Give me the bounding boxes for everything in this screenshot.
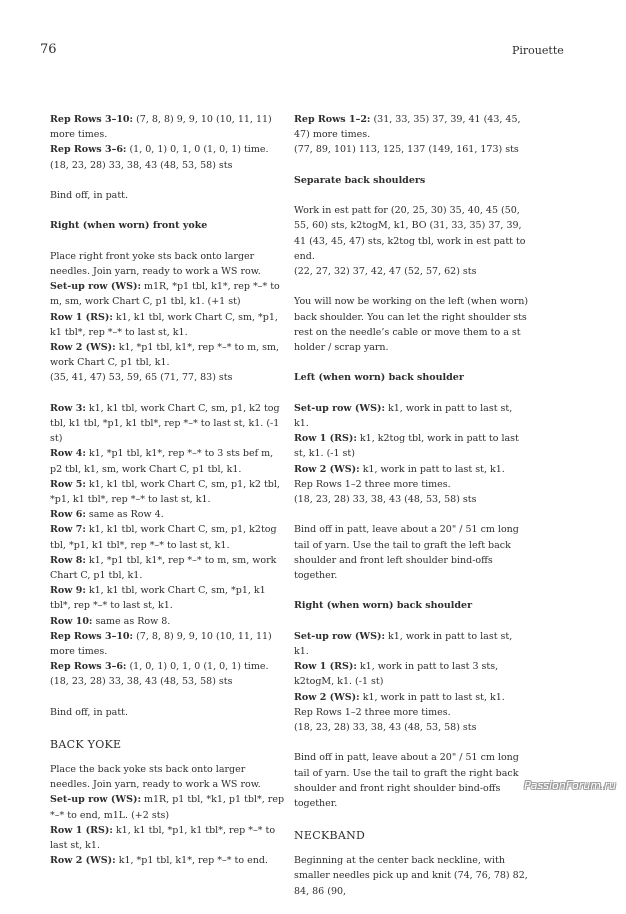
row-label: Row 6: (50, 509, 86, 521)
instruction-line (50, 792, 286, 822)
row-text: (1, 0, 1) 0, 1, 0 (1, 0, 1) time. (126, 144, 269, 156)
row-label: Row 5: (50, 478, 86, 490)
paragraph: Bind off, in patt. (50, 190, 128, 201)
row-text: (7, 8, 8) 9, 9, 10 (10, 11, 11) more times. (50, 630, 272, 658)
row-label: Row 2 (WS): (294, 463, 360, 475)
instruction-line (50, 370, 286, 385)
row-label: Row 2 (WS): (50, 342, 116, 353)
instruction-block (50, 279, 286, 385)
row-text: k1, k1 tbl, work Chart C, sm, p1, k2tog tbl, *p1, k1 tbl*, rep *–* to last st, k1. (50, 524, 277, 551)
row-label: Row 8: (50, 554, 86, 566)
instruction-line (50, 853, 286, 868)
instruction-line (50, 446, 286, 476)
instruction-line (50, 477, 286, 507)
row-text: m1R, *p1 tbl, k1*, rep *–* to m, sm, work Chart C, p1 tbl, k1. (+1 st) (50, 281, 280, 308)
row-text: (18, 23, 28) 33, 38, 43 (48, 53, 58) sts (50, 159, 233, 171)
instruction-line (294, 690, 530, 705)
row-text: Rep Rows 1–2 three more times. (294, 706, 451, 718)
row-text: (31, 33, 35) 37, 39, 41 (43, 45, 47) more times. (294, 114, 521, 141)
row-text: (35, 41, 47) 53, 59, 65 (71, 77, 83) sts (50, 372, 233, 384)
row-text: same as Row 4. (85, 509, 164, 521)
instruction-block (50, 401, 286, 690)
instruction-block (50, 792, 286, 868)
row-text: (1, 0, 1) 0, 1, 0 (1, 0, 1) time. (126, 661, 269, 673)
section-heading-separate-back-shoulders: Separate back shoulders (294, 174, 426, 186)
instruction-line (50, 614, 286, 629)
instruction-line (50, 507, 286, 522)
instruction-line (294, 142, 530, 157)
instruction-line (294, 477, 530, 492)
instruction-line (294, 720, 530, 735)
row-label: Rep Rows 3–6: (50, 144, 127, 156)
instruction-line (294, 431, 530, 461)
instruction-line (50, 522, 286, 552)
instruction-line (50, 674, 286, 689)
row-label: Set-up row (WS): (50, 281, 141, 293)
section-heading-left-back-shoulder: Left (when worn) back shoulder (294, 372, 464, 384)
row-text: k1, work in patt to last 3 sts, k2togM, k1. (-1 st) (294, 661, 499, 688)
row-label: Set-up row (WS): (294, 402, 385, 414)
row-label: Rep Rows 3–10: (50, 630, 134, 642)
instruction-line (50, 401, 286, 447)
instruction-block (294, 629, 530, 735)
paragraph: Beginning at the center back neckline, with smaller needles pick up and knit (74, 76, 78) 82, 84, 86 (90, (294, 855, 528, 897)
row-text: same as Row 8. (92, 615, 171, 627)
row-text: k1, work in patt to last st, k1. (294, 630, 513, 657)
instruction-block (294, 401, 530, 507)
row-text: m1R, p1 tbl, *k1, p1 tbl*, rep *–* to end, m1L. (+2 sts) (50, 794, 285, 821)
row-label: Row 1 (RS): (294, 661, 357, 673)
row-label: Row 1 (RS): (50, 824, 113, 836)
instruction-line (50, 340, 286, 370)
row-text: k1, *p1 tbl, k1*, rep *–* to 3 sts bef m, p2 tbl, k1, sm, work Chart C, p1 tbl, k1. (50, 448, 274, 475)
row-label: Set-up row (WS): (294, 630, 385, 642)
row-text: (7, 8, 8) 9, 9, 10 (10, 11, 11) more times. (50, 114, 272, 141)
row-text: Rep Rows 1–2 three more times. (294, 478, 451, 490)
row-label: Row 3: (50, 402, 86, 414)
row-text: k1, work in patt to last st, k1. (359, 463, 505, 475)
row-text: k1, k2tog tbl, work in patt to last st, k1. (-1 st) (294, 433, 519, 460)
row-text: k1, k1 tbl, work Chart C, sm, p1, k2 tog tbl, k1 tbl, *p1, k1 tbl*, rep *–* to last st, k1. (-1 st) (50, 402, 280, 445)
watermark: PassionForum.ru (524, 779, 616, 792)
row-label: Row 1 (RS): (294, 433, 357, 445)
instruction-line (294, 629, 530, 659)
row-label: Row 4: (50, 448, 86, 460)
section-heading-back-yoke: BACK YOKE (50, 738, 122, 752)
row-text: k1, work in patt to last st, k1. (359, 691, 505, 703)
page-number: 76 (40, 42, 57, 57)
instruction-line (50, 553, 286, 583)
row-label: Row 2 (WS): (294, 691, 360, 703)
instruction-line (50, 583, 286, 613)
running-head: Pirouette (512, 44, 564, 57)
instruction-block (50, 112, 286, 173)
paragraph: Place the back yoke sts back onto larger needles. Join yarn, ready to work a WS row. (50, 764, 261, 791)
row-text: (18, 23, 28) 33, 38, 43 (48, 53, 58) sts (294, 494, 477, 505)
row-label: Set-up row (WS): (50, 794, 141, 806)
stitch-count: (22, 27, 32) 37, 42, 47 (52, 57, 62) sts (294, 266, 477, 277)
instruction-line (294, 705, 530, 720)
instruction-line (50, 629, 286, 659)
row-text: (18, 23, 28) 33, 38, 43 (48, 53, 58) sts (294, 722, 477, 733)
row-text: k1, *p1 tbl, k1*, rep *–* to m, sm, work Chart C, p1 tbl, k1. (50, 342, 280, 369)
row-label: Row 2 (WS): (50, 855, 116, 867)
paragraph: Bind off, in patt. (50, 706, 128, 718)
row-label: Row 9: (50, 585, 86, 597)
instruction-line (294, 492, 530, 507)
row-text: k1, *p1 tbl, k1*, rep *–* to m, sm, work Chart C, p1 tbl, k1. (50, 554, 277, 582)
row-label: Row 1 (RS): (50, 311, 113, 323)
instruction-line (294, 659, 530, 689)
instruction-line (50, 659, 286, 674)
row-label: Rep Rows 3–6: (50, 661, 127, 673)
row-text: (77, 89, 101) 113, 125, 137 (149, 161, 173) sts (294, 144, 519, 156)
instruction-line (294, 462, 530, 477)
row-label: Rep Rows 1–2: (294, 114, 371, 125)
instruction-line (294, 401, 530, 431)
row-text: k1, *p1 tbl, k1*, rep *–* to end. (115, 855, 268, 867)
row-label: Row 7: (50, 524, 86, 536)
paragraph-text: Work in est patt for (20, 25, 30) 35, 40, 45 (50, 55, 60) sts, k2togM, k1, BO (31, 33, 35) 37, 39, 41 (43, 45, 47) sts, k2tog tbl, work in est patt to end. (294, 205, 526, 262)
left-column (50, 112, 286, 884)
paragraph (294, 203, 530, 279)
instruction-line (50, 112, 286, 142)
instruction-line (50, 142, 286, 157)
section-heading-right-back-shoulder: Right (when worn) back shoulder (294, 600, 473, 612)
instruction-line (294, 112, 530, 142)
instruction-line (50, 310, 286, 340)
instruction-line (50, 279, 286, 309)
row-text: k1, k1 tbl, *p1, k1 tbl*, rep *–* to last st, k1. (50, 824, 276, 852)
row-text: (18, 23, 28) 33, 38, 43 (48, 53, 58) sts (50, 676, 233, 688)
paragraph: You will now be working on the left (when worn) back shoulder. You can let the right shoulder sts rest on the needle’s cable or move them to a st holder / scrap yarn. (294, 296, 529, 353)
row-label: Row 10: (50, 615, 93, 627)
row-text: k1, work in patt to last st, k1. (294, 402, 513, 429)
instruction-line (50, 158, 286, 173)
row-text: k1, k1 tbl, work Chart C, sm, *p1, k1 tbl*, rep *–* to last st, k1. (50, 311, 278, 338)
paragraph: Bind off in patt, leave about a 20" / 51 cm long tail of yarn. Use the tail to graft the left back shoulder and front left shoulder bind-offs together. (294, 524, 519, 581)
right-column (294, 112, 530, 914)
paragraph: Bind off in patt, leave about a 20" / 51 cm long tail of yarn. Use the tail to graft the right back shoulder and front right shoulder bind-offs together. (294, 752, 519, 809)
row-label: Rep Rows 3–10: (50, 114, 134, 125)
instruction-block (294, 112, 530, 158)
row-text: k1, k1 tbl, work Chart C, sm, *p1, k1 tbl*, rep *–* to last st, k1. (50, 585, 266, 612)
row-text: k1, k1 tbl, work Chart C, sm, p1, k2 tbl, *p1, k1 tbl*, rep *–* to last st, k1. (50, 478, 280, 506)
section-heading-neckband: NECKBAND (294, 829, 366, 843)
section-heading-right-front-yoke: Right (when worn) front yoke (50, 220, 208, 232)
paragraph: Place right front yoke sts back onto larger needles. Join yarn, ready to work a WS row. (50, 250, 261, 277)
instruction-line (50, 823, 286, 853)
